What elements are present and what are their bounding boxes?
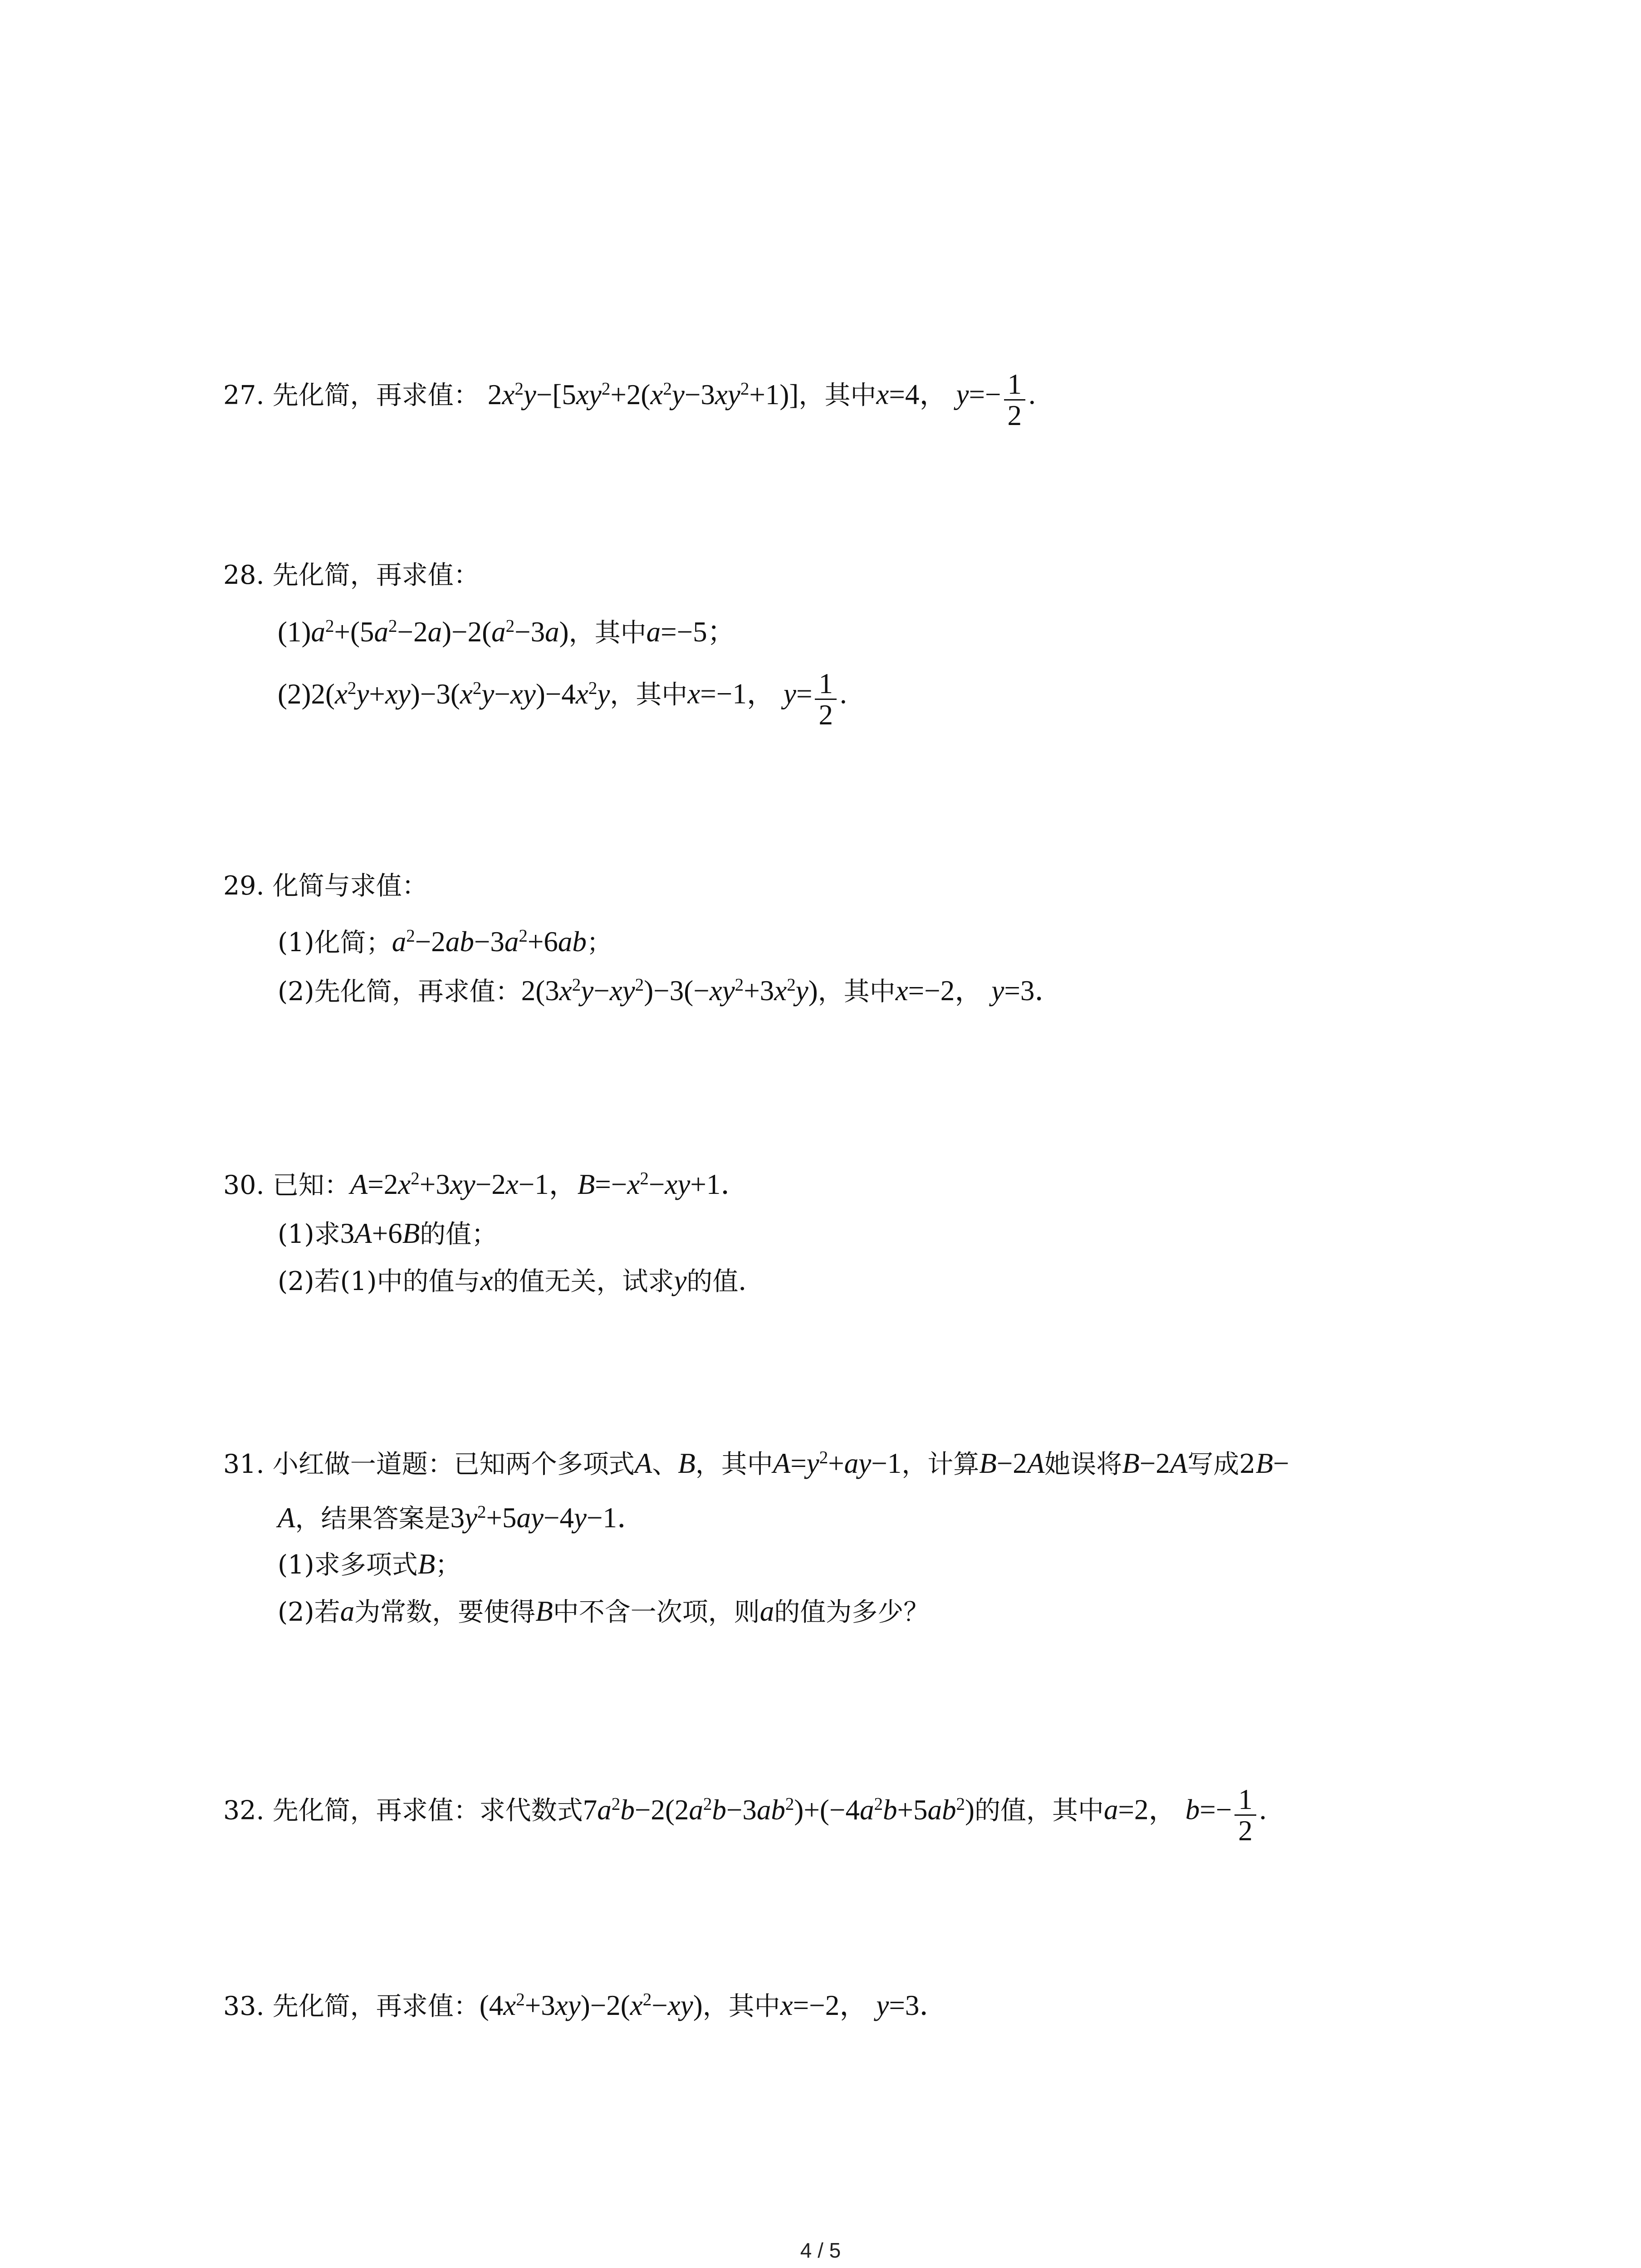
problem-31-line-2: A，结果答案是$3y^2+5ay-4y-1$． xyxy=(278,1502,646,1534)
fraction: $\frac{1}{2}$ xyxy=(1004,369,1026,430)
problem-28-part-1: $(1)a^2+(5a^2-2a)-2(a^2-3a)$，其中a=−5； xyxy=(278,616,736,648)
problem-number: 32. xyxy=(223,1795,265,1826)
problem-intro: 已知： xyxy=(272,1170,350,1200)
math-expression: $(4x^2+3xy)-2(x^2-xy)$ xyxy=(479,1989,703,2021)
math-expression: $7a^2b-2(2a^2b-3ab^2)+(-4a^2b+5ab^2)$ xyxy=(583,1794,975,1826)
math-expression: $a^2+(5a^2-2a)-2(a^2-3a)$ xyxy=(311,616,569,648)
math-expression: $a^2-2ab-3a^2+6ab$ xyxy=(392,926,587,958)
math-expression: $A=2x^2+3xy-2x-1$，$B=-x^2-xy+1$． xyxy=(350,1168,749,1200)
problem-number: 30. xyxy=(223,1170,265,1200)
math-expression: 3A+6B xyxy=(340,1217,420,1249)
problem-30-part-2: (2)若(1)中的值与x的值无关，试求y的值． xyxy=(278,1265,764,1296)
problem-intro: 先化简，再求值： xyxy=(272,560,480,590)
math-expression: $2(3x^2y-xy^2)-3(-xy^2+3x^2y)$ xyxy=(521,975,818,1007)
problem-intro: 先化简，再求值： xyxy=(272,380,480,411)
problem-31-part-1: (1)求多项式B； xyxy=(278,1548,461,1580)
problem-32-line: 32. 先化简，再求值：求代数式$7a^2b-2(2a^2b-3ab^2)+(-4a^2b+5ab^2)$的值，其中a=2， b=− $\frac{1}{2}$ ． xyxy=(223,1784,1285,1847)
math-expression: $3y^2+5ay-4y-1$． xyxy=(450,1502,646,1534)
math-expression: $2x^2y-[5xy^2+2(x^2y-3xy^2+1)]$ xyxy=(487,378,799,411)
problem-33-line: 33. 先化简，再求值：$(4x^2+3xy)-2(x^2-xy)$，其中x=−2， y=3． xyxy=(223,1989,948,2021)
problem-28-title xyxy=(223,562,480,588)
math-expression: $(2)2(x^2y+xy)-3(x^2y-xy)-4x^2y$ xyxy=(278,678,610,710)
page-number: 4 / 5 xyxy=(800,2239,841,2262)
problem-number: 31. xyxy=(223,1449,265,1479)
problem-29-title xyxy=(223,873,428,899)
problem-27-line: 27. 先化简，再求值： $2x^2y-[5xy^2+2(x^2y-3xy^2+1)]$，其中x=4， y=− $\frac{1}{2}$ ． xyxy=(223,368,1054,432)
problem-29-part-1: (1)化简；$a^2-2ab-3a^2+6ab$； xyxy=(278,926,612,958)
problem-29-part-2: (2)先化简，再求值：$2(3x^2y-xy^2)-3(-xy^2+3x^2y)$，其中x=−2， y=3． xyxy=(278,975,1063,1007)
problem-30-part-1: (1)求3A+6B的值； xyxy=(278,1217,498,1249)
fraction: $\frac{1}{2}$ xyxy=(815,669,837,730)
problem-number: 27. xyxy=(223,380,265,411)
problem-intro: 化简与求值： xyxy=(272,871,428,901)
fraction: $\frac{1}{2}$ xyxy=(1234,1784,1256,1846)
problem-30-title xyxy=(223,1170,749,1199)
problem-28-part-2: $(2)2(x^2y+xy)-3(x^2y-xy)-4x^2y$，其中x=−1， y= $\frac{1}{2}$ ． xyxy=(278,668,865,731)
problem-number: 28. xyxy=(223,560,265,590)
math-expression: $A=y^2+ay-1$ xyxy=(773,1447,902,1479)
problem-number: 33. xyxy=(223,1991,265,2021)
problem-number: 29. xyxy=(223,871,265,901)
problem-31-line-1: 31. 小红做一道题：已知两个多项式A、B，其中$A=y^2+ay-1$，计算B−2A她误将B−2A写成2B− xyxy=(223,1447,1289,1479)
problem-31-part-2: (2)若a为常数，要使得B中不含一次项，则a的值为多少？ xyxy=(278,1595,930,1627)
